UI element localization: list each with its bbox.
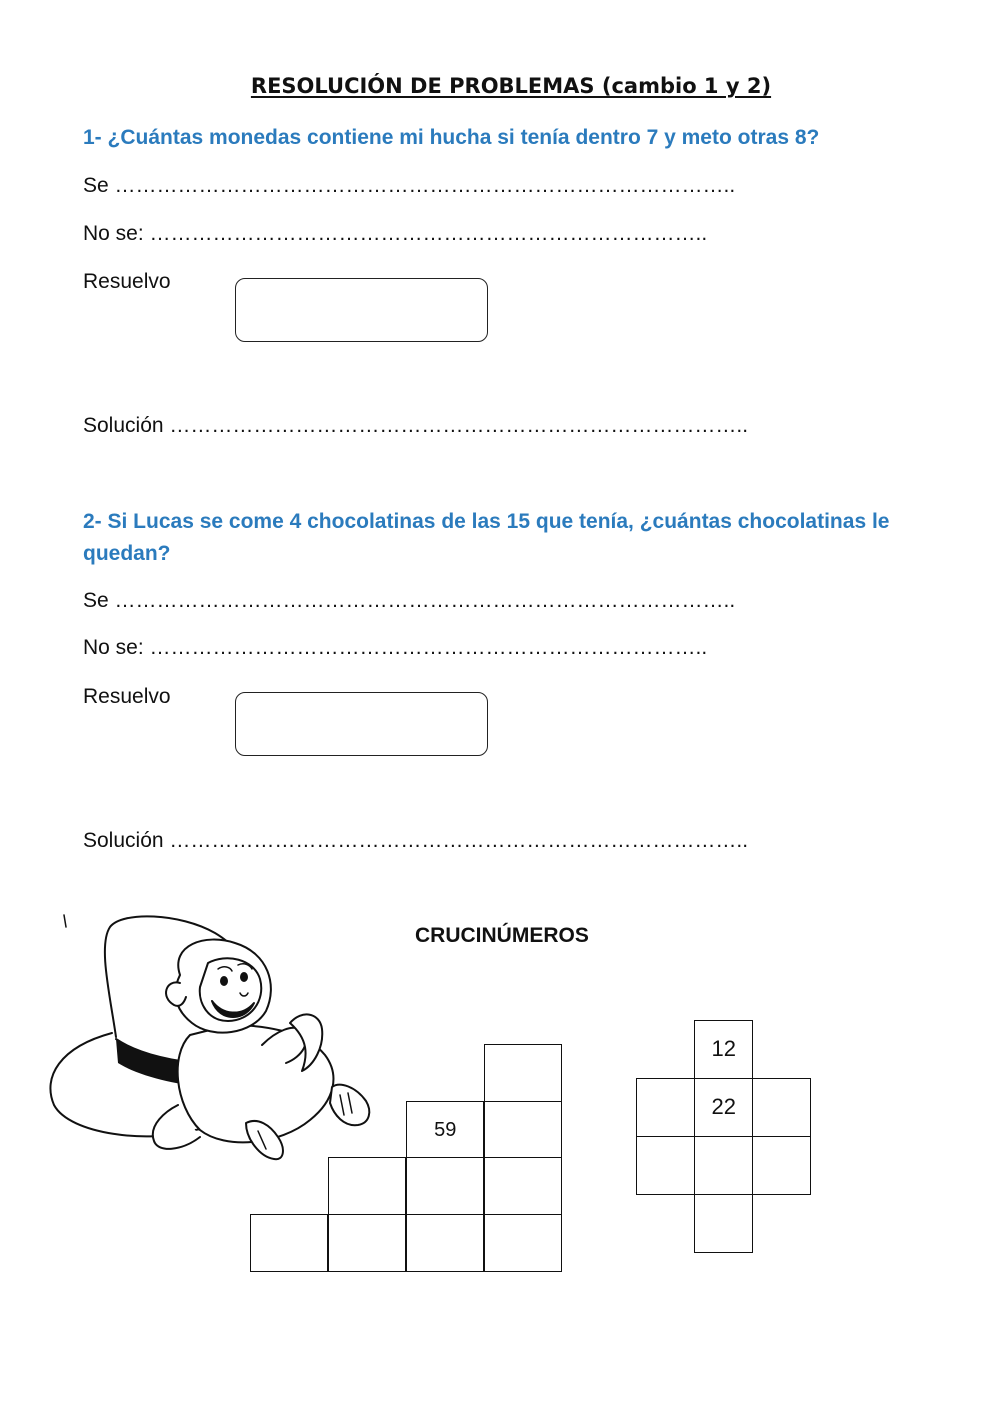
- problem-1-solucion-line: Solución ………………………………………………………………………..: [83, 414, 749, 437]
- grid-1-cell[interactable]: [484, 1044, 562, 1102]
- grid-1-cell[interactable]: [250, 1214, 328, 1272]
- crucinumeros-title: CRUCINÚMEROS: [415, 924, 589, 947]
- grid-2-cell[interactable]: [694, 1136, 753, 1195]
- grid-1-cell[interactable]: [328, 1214, 406, 1272]
- grid-1-cell[interactable]: [406, 1214, 484, 1272]
- grid-1-cell[interactable]: [484, 1101, 562, 1159]
- grid-2-cell[interactable]: [752, 1078, 811, 1137]
- grid-2-cell[interactable]: [636, 1078, 695, 1137]
- problem-1-question: 1- ¿Cuántas monedas contiene mi hucha si tenía dentro 7 y meto otras 8?: [83, 126, 820, 149]
- grid-1-cell[interactable]: [484, 1157, 562, 1215]
- grid-2-cell[interactable]: [752, 1136, 811, 1195]
- grid-1-cell-given: 59: [406, 1101, 484, 1159]
- problem-2-answer-box[interactable]: [235, 692, 488, 756]
- grid-2-cell[interactable]: [636, 1136, 695, 1195]
- grid-1-cell[interactable]: [406, 1157, 484, 1215]
- grid-1-cell[interactable]: [484, 1214, 562, 1272]
- problem-2-resuelvo-label: Resuelvo: [83, 685, 171, 708]
- page-title: RESOLUCIÓN DE PROBLEMAS (cambio 1 y 2): [250, 74, 772, 98]
- grid-2-cell[interactable]: [694, 1194, 753, 1253]
- problem-1-se-line: Se ……………………………………………………………………………..: [83, 174, 736, 197]
- monkey-with-hat-illustration: [40, 905, 380, 1180]
- grid-1-cell[interactable]: [328, 1157, 406, 1215]
- problem-1-answer-box[interactable]: [235, 278, 488, 342]
- problem-2-solucion-line: Solución ………………………………………………………………………..: [83, 829, 749, 852]
- problem-2-question: 2- Si Lucas se come 4 chocolatinas de las 15 que tenía, ¿cuántas chocolatinas le quedan?: [83, 510, 890, 565]
- problem-2-se-line: Se ……………………………………………………………………………..: [83, 589, 736, 612]
- problem-1-resuelvo-label: Resuelvo: [83, 270, 171, 293]
- grid-2-cell-given: 12: [694, 1020, 753, 1079]
- problem-1-no-se-line: No se: ……………………………………………………………………..: [83, 222, 708, 245]
- grid-2-cell-given: 22: [694, 1078, 753, 1137]
- problem-2-no-se-line: No se: ……………………………………………………………………..: [83, 636, 708, 659]
